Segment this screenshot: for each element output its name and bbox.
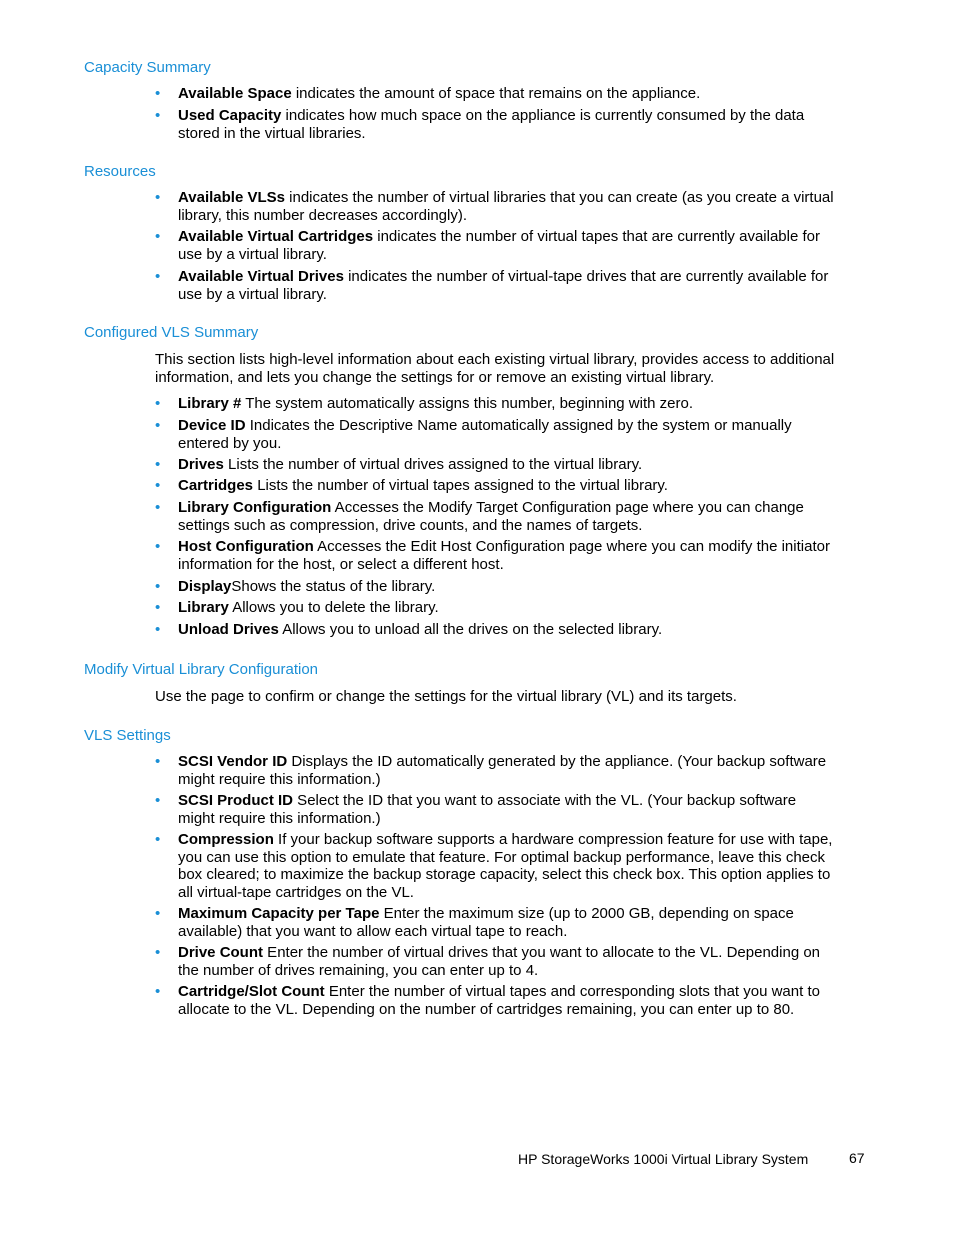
item-term: Cartridges <box>178 477 254 494</box>
item-description: Indicates the Descriptive Name automatically assigned by the system or manually entered by you. <box>178 417 792 452</box>
bullet-icon: • <box>155 831 161 848</box>
bullet-icon: • <box>155 228 161 245</box>
item-description: indicates the number of virtual-tape drives that are currently available for use by a virtual library. <box>178 268 829 303</box>
list-item <box>155 905 835 940</box>
bullet-icon: • <box>155 944 161 961</box>
bullet-icon: • <box>155 792 161 809</box>
list-item <box>155 456 835 474</box>
item-term: Used Capacity <box>178 107 282 124</box>
item-description: Shows the status of the library. <box>231 578 436 595</box>
list-item <box>155 395 835 413</box>
bullet-icon: • <box>155 395 161 412</box>
list-item <box>155 189 835 224</box>
item-description: The system automatically assigns this number, beginning with zero. <box>241 395 693 412</box>
bullet-icon: • <box>155 477 161 494</box>
item-term: Library # <box>178 395 242 412</box>
item-description: Lists the number of virtual tapes assigned to the virtual library. <box>253 477 668 494</box>
item-term: Library Configuration <box>178 499 332 516</box>
bullet-icon: • <box>155 499 161 516</box>
list-item <box>155 538 835 573</box>
list-item <box>155 753 835 788</box>
item-description: Displays the ID automatically generated by the appliance. (Your backup software might require this information.) <box>178 753 827 788</box>
item-description: indicates the amount of space that remains on the appliance. <box>291 85 701 102</box>
bullet-icon: • <box>155 905 161 922</box>
heading-configured-vls-summary: Configured VLS Summary <box>84 324 259 341</box>
item-description: Enter the number of virtual drives that you want to allocate to the VL. Depending on the number of drives remaining, you can enter up to 4. <box>178 944 821 979</box>
list-item <box>155 85 835 103</box>
item-term: Compression <box>178 831 274 848</box>
item-term: Drives <box>178 456 224 473</box>
item-description: Lists the number of virtual drives assigned to the virtual library. <box>223 456 643 473</box>
list-item <box>155 477 835 495</box>
item-description: Allows you to unload all the drives on the selected library. <box>278 621 663 638</box>
list-item <box>155 499 835 534</box>
item-term: Cartridge/Slot Count <box>178 983 325 1000</box>
list-item <box>155 831 835 901</box>
bullet-icon: • <box>155 85 161 102</box>
item-description: Accesses the Edit Host Configuration page where you can modify the initiator information for the host, or select a different host. <box>178 538 830 573</box>
list-item <box>155 268 835 303</box>
item-term: Available VLSs <box>178 189 285 206</box>
item-description: indicates how much space on the appliance is currently consumed by the data stored in the virtual libraries. <box>178 107 805 142</box>
bullet-icon: • <box>155 189 161 206</box>
item-term: Available Virtual Cartridges <box>178 228 374 245</box>
item-description: indicates the number of virtual libraries that you can create (as you create a virtual library, this number decreases accordingly). <box>178 189 834 224</box>
item-term: Device ID <box>178 417 246 434</box>
list-item <box>155 107 835 142</box>
bullet-icon: • <box>155 599 161 616</box>
item-description: indicates the number of virtual tapes that are currently available for use by a virtual library. <box>178 228 820 263</box>
item-term: SCSI Vendor ID <box>178 753 288 770</box>
bullet-icon: • <box>155 417 161 434</box>
bullet-icon: • <box>155 578 161 595</box>
item-term: Available Space <box>178 85 292 102</box>
item-term: SCSI Product ID <box>178 792 294 809</box>
heading-resources: Resources <box>84 163 156 180</box>
list-item <box>155 983 835 1018</box>
bullet-icon: • <box>155 456 161 473</box>
list-item <box>155 621 835 639</box>
footer-document-title: HP StorageWorks 1000i Virtual Library System <box>518 1151 809 1167</box>
item-term: Library <box>178 599 229 616</box>
heading-vls-settings: VLS Settings <box>84 727 171 744</box>
list-item <box>155 578 835 596</box>
item-description: Enter the number of virtual tapes and corresponding slots that you want to allocate to the VL. Depending on the number of cartridges remaining, you can enter up to 80. <box>178 983 820 1018</box>
item-term: Host Configuration <box>178 538 314 555</box>
list-item <box>155 599 835 617</box>
item-term: Drive Count <box>178 944 264 961</box>
item-term: Available Virtual Drives <box>178 268 344 285</box>
page-number: 67 <box>849 1150 865 1166</box>
bullet-icon: • <box>155 268 161 285</box>
list-item <box>155 228 835 263</box>
item-description: Allows you to delete the library. <box>228 599 439 616</box>
item-description: Accesses the Modify Target Configuration page where you can change settings such as compression, drive counts, and the names of targets. <box>178 499 804 534</box>
bullet-icon: • <box>155 621 161 638</box>
bullet-icon: • <box>155 753 161 770</box>
item-term: Maximum Capacity per Tape <box>178 905 380 922</box>
configured-vls-summary-intro: This section lists high-level information about each existing virtual library, provides access to additional information, and lets you change the settings for or remove an existing virtual library. <box>155 351 835 386</box>
item-term: Display <box>178 578 232 595</box>
modify-virtual-library-intro: Use the page to confirm or change the settings for the virtual library (VL) and its targets. <box>155 688 737 705</box>
heading-modify-virtual-library-configuration: Modify Virtual Library Configuration <box>84 661 319 678</box>
list-item <box>155 944 835 979</box>
heading-capacity-summary: Capacity Summary <box>84 59 211 76</box>
bullet-icon: • <box>155 107 161 124</box>
bullet-icon: • <box>155 983 161 1000</box>
item-description: If your backup software supports a hardware compression feature for use with tape, you can use this option to emulate that feature. For optimal backup performance, leave this check box cleared; to maximize the backup storage capacity, select this check box. This option applies to all virtual-tape cartridges on the VL. <box>178 831 833 901</box>
list-item <box>155 792 835 827</box>
bullet-icon: • <box>155 538 161 555</box>
item-description: Enter the maximum size (up to 2000 GB, depending on space available) that you want to allow each virtual tape to reach. <box>178 905 794 940</box>
list-item <box>155 417 835 452</box>
item-description: Select the ID that you want to associate with the VL. (Your backup software might require this information.) <box>178 792 797 827</box>
item-term: Unload Drives <box>178 621 279 638</box>
